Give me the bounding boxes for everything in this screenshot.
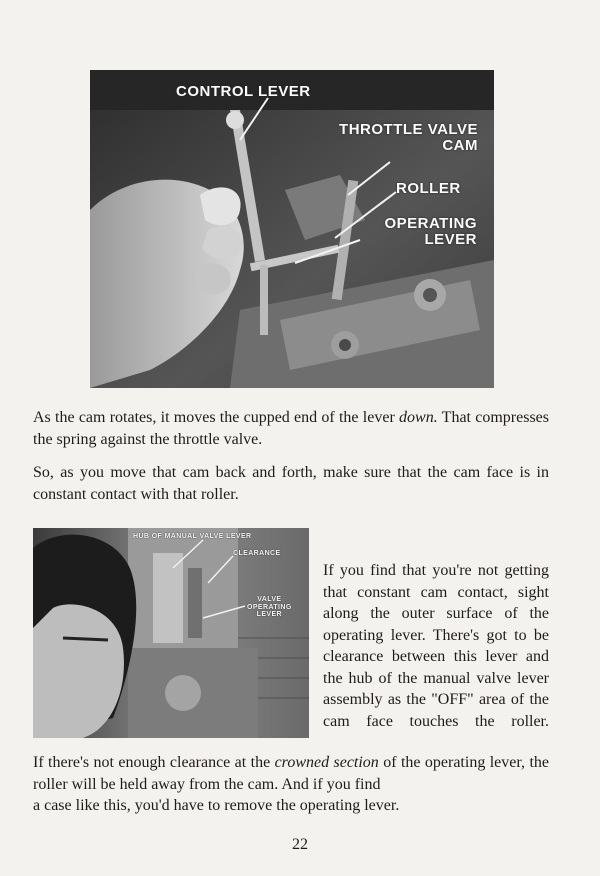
- label-valve-line1: VALVE: [257, 596, 282, 603]
- p1-emphasis: down.: [399, 409, 438, 426]
- photo-control-lever-assembly: [90, 70, 494, 388]
- label-throttle-line1: THROTTLE VALVE: [339, 121, 478, 138]
- label-throttle-line2: CAM: [442, 136, 478, 154]
- paragraph-cam-contact: So, as you move that cam back and forth, make sure that the cam face is in constant contact with that roller.: [33, 464, 549, 503]
- label-valve-line2: OPERATING: [247, 603, 292, 611]
- label-roller: ROLLER: [396, 180, 461, 197]
- p3-bottom-last-line: a case like this, you'd have to remove the operating lever.: [33, 797, 400, 814]
- label-throttle-valve-cam: [328, 122, 478, 154]
- p3-bottom-after: of the operating lever, the roller will be held away from the cam. And if you find: [33, 754, 549, 793]
- paragraph-cam-rotates: [33, 407, 549, 451]
- label-valve-operating-lever: [247, 596, 292, 619]
- label-clearance: CLEARANCE: [233, 550, 281, 557]
- p3-bottom-emphasis: crowned section: [274, 754, 379, 771]
- p1-text-before: As the cam rotates, it moves the cupped end of the lever: [33, 409, 400, 426]
- photo2-illustration: [33, 528, 309, 738]
- label-operating-lever: [352, 216, 477, 248]
- label-operating-line2: LEVER: [424, 230, 477, 248]
- paragraph-clearance-bottom: [33, 752, 549, 817]
- p1-text-after: That compresses the spring against the throttle valve.: [33, 409, 549, 448]
- p3-bottom-before: If there's not enough clearance at the: [33, 754, 275, 771]
- paragraph-clearance-side: If you find that you're not getting that constant cam contact, sight along the outer surface of the operating lever. There's got to be clearance between this lever and the hub of the manual valve lever assembly as the "OFF" area of the cam face touches the roller.: [323, 562, 549, 730]
- photo-mechanic-inspecting: [33, 528, 309, 738]
- page-number: 22: [292, 836, 308, 853]
- label-control-lever: CONTROL LEVER: [176, 83, 311, 100]
- label-valve-line3: LEVER: [256, 611, 283, 619]
- label-operating-line1: OPERATING: [384, 215, 477, 232]
- label-hub-manual-valve-lever: HUB OF MANUAL VALVE LEVER: [133, 533, 252, 540]
